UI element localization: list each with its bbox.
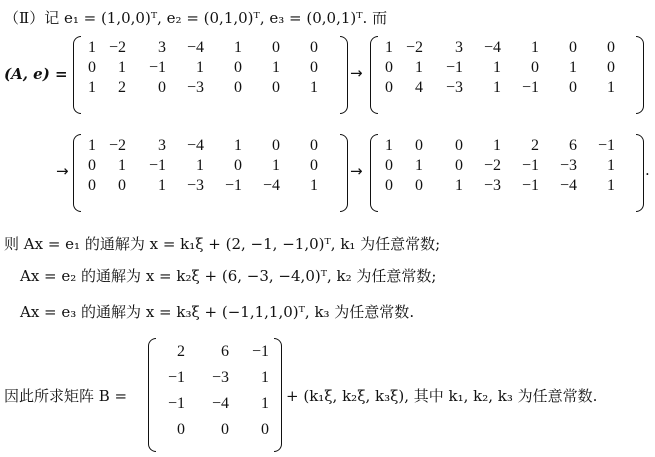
matrix-b-tail: + (k₁ξ, k₂ξ, k₃ξ), 其中 k₁, k₂, k₃ 为任意常数. [286,387,598,405]
matrix-cell: 3 [158,137,166,154]
matrix-cell: 4 [415,79,423,96]
matrix-cell: 1 [196,157,204,174]
matrix-cell: 0 [88,59,96,76]
matrix-cell: 1 [607,177,615,194]
matrix-cell: 0 [88,157,96,174]
matrix-cell: −3 [211,369,229,386]
matrix-cell: 1 [272,59,280,76]
matrix2-right-bracket [636,36,644,114]
matrix-cell: 1 [531,39,539,56]
matrix-cell: −1 [148,59,166,76]
matrix-cell: −4 [483,39,501,56]
matrix-cell: 1 [158,177,166,194]
matrix-cell: −3 [445,79,463,96]
matrix-cell: 0 [177,421,185,438]
matrix-cell: 1 [118,157,126,174]
matrix-cell: 1 [272,157,280,174]
matrix-cell: 1 [385,39,393,56]
matrix-cell: 0 [234,59,242,76]
matrix-cell: 0 [221,421,229,438]
matrix-cell: 1 [310,79,318,96]
matrix-cell: 0 [88,177,96,194]
matrix-cell: 2 [177,343,185,360]
matrix-cell: 3 [455,39,463,56]
matrix-cell: 1 [118,59,126,76]
matrix-cell: 1 [493,79,501,96]
solution-e2: Ax = e₂ 的通解为 x = k₂ξ + (6, −3, −4,0)ᵀ, k₂ 为任意常数; [20,267,437,285]
arrow-2: → [56,162,69,180]
matrix1-right-bracket [340,36,348,114]
matrix-cell: 0 [385,157,393,174]
matrix-cell: 1 [310,177,318,194]
matrix-cell: 3 [158,39,166,56]
matrix-cell: 0 [272,79,280,96]
matrix1 [80,38,318,98]
matrix-cell: 1 [385,137,393,154]
matrix-cell: 1 [234,137,242,154]
matrix-cell: 0 [385,79,393,96]
matrix-cell: −2 [108,137,126,154]
matrix-cell: 1 [261,395,269,412]
matrix-cell: 0 [234,157,242,174]
matrix-cell: −4 [186,39,204,56]
matrix-cell: −1 [597,137,615,154]
matrix-cell: 1 [88,39,96,56]
matrix-cell: 6 [569,137,577,154]
matrix-cell: 1 [607,79,615,96]
matrix-cell: 1 [607,157,615,174]
matrix-cell: −4 [262,177,280,194]
matrix-cell: 1 [493,137,501,154]
matrix-cell: −4 [186,137,204,154]
augmented-label: (A, e) = [4,65,68,83]
matrix-cell: 1 [493,59,501,76]
matrix-cell: −2 [405,39,423,56]
matrix-cell: 0 [310,39,318,56]
arrow-3: → [350,162,363,180]
matrix-cell: −1 [521,79,539,96]
matrix-cell: −1 [251,343,269,360]
matrix-cell: 0 [569,79,577,96]
matrix-cell: 2 [118,79,126,96]
matrix-cell: −3 [559,157,577,174]
matrix-cell: 0 [607,59,615,76]
matrix-cell: 0 [385,59,393,76]
matrix3 [80,136,318,196]
matrix-cell: 2 [531,137,539,154]
matrix-cell: −4 [211,395,229,412]
matrix-cell: 0 [118,177,126,194]
matrix-cell: 0 [569,39,577,56]
matrix-cell: −3 [186,177,204,194]
matrix-cell: −2 [108,39,126,56]
matrix-cell: 1 [415,157,423,174]
matrix3-right-bracket [340,134,348,212]
matrix-cell: −1 [521,157,539,174]
matrix-cell: 0 [531,59,539,76]
matrix-cell: 0 [310,137,318,154]
arrow-1: → [350,64,363,82]
matrix-cell: 0 [272,137,280,154]
solution-e3: Ax = e₃ 的通解为 x = k₃ξ + (−1,1,1,0)ᵀ, k₃ 为任意常数. [20,303,415,321]
matrix-cell: 0 [415,177,423,194]
matrix-cell: 1 [234,39,242,56]
matrix-b [155,342,269,440]
matrix4-period: . [645,161,650,179]
matrix-cell: 1 [196,59,204,76]
matrix-cell: 0 [455,157,463,174]
matrix-cell: 0 [607,39,615,56]
matrix2 [377,38,615,98]
matrix-cell: 0 [272,39,280,56]
matrix4 [377,136,615,196]
solution-e1: 则 Ax = e₁ 的通解为 x = k₁ξ + (2, −1, −1,0)ᵀ, k₁ 为任意常数; [4,235,441,253]
matrix-cell: −1 [167,395,185,412]
matrix-cell: 0 [310,157,318,174]
intro-line: （Ⅱ）记 e₁ = (1,0,0)ᵀ, e₂ = (0,1,0)ᵀ, e₃ = (0,0,1)ᵀ. 而 [4,9,388,27]
matrix-cell: 0 [310,59,318,76]
matrix-cell: −3 [186,79,204,96]
matrix-cell: 0 [261,421,269,438]
matrix-cell: 1 [415,59,423,76]
matrix-cell: −1 [445,59,463,76]
matrix-cell: 0 [158,79,166,96]
matrix-cell: −1 [521,177,539,194]
matrix-cell: −1 [148,157,166,174]
matrix-cell: 1 [261,369,269,386]
matrix-cell: 1 [455,177,463,194]
matrix-cell: 0 [385,177,393,194]
matrix-cell: 6 [221,343,229,360]
matrix-cell: 1 [569,59,577,76]
matrix-cell: −2 [483,157,501,174]
matrix-cell: 1 [88,137,96,154]
matrix-cell: −1 [224,177,242,194]
matrix-cell: 0 [455,137,463,154]
matrix-cell: −1 [167,369,185,386]
matrix-cell: −4 [559,177,577,194]
matrixB-right-bracket [274,338,282,452]
matrix4-right-bracket [636,134,644,212]
matrix-cell: 1 [88,79,96,96]
matrix-cell: 0 [234,79,242,96]
matrix-cell: 0 [415,137,423,154]
matrix-cell: −3 [483,177,501,194]
matrix-b-label: 因此所求矩阵 B = [4,387,128,405]
